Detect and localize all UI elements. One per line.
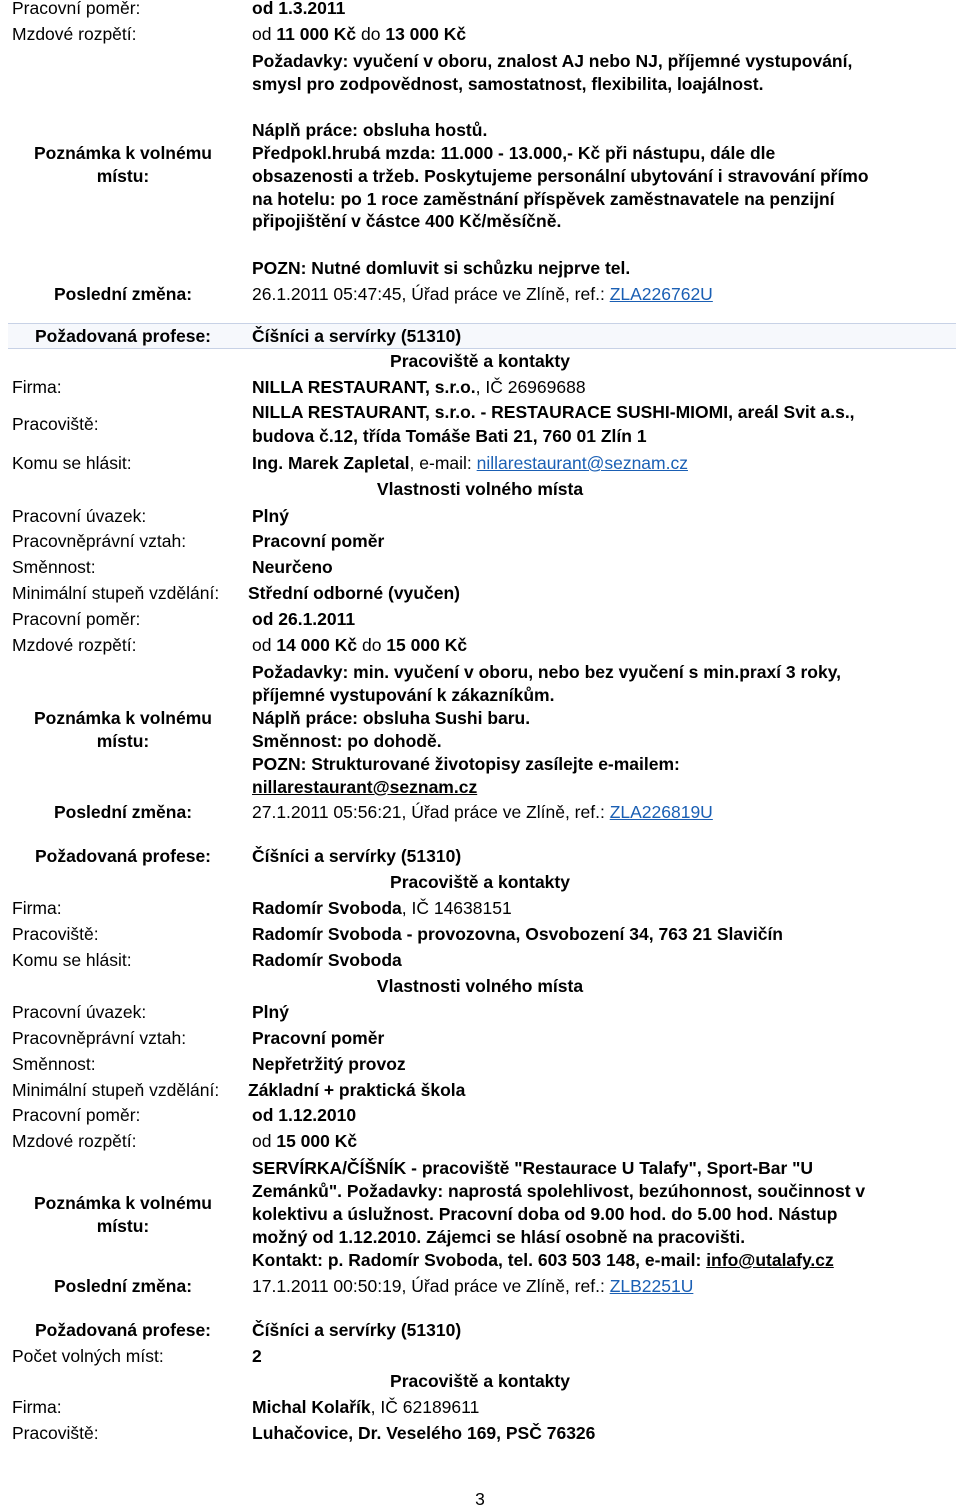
- salary-value: od 11 000 Kč do 13 000 Kč: [252, 24, 467, 44]
- workload-label: Pracovní úvazek:: [12, 1002, 147, 1022]
- company-label: Firma:: [12, 377, 62, 397]
- education-label: Minimální stupeň vzdělání:: [12, 583, 220, 603]
- work-relation-label: Pracovní poměr:: [12, 1105, 141, 1125]
- section-heading: Pracoviště a kontakty: [390, 1371, 570, 1391]
- section-heading: Pracoviště a kontakty: [390, 872, 570, 892]
- salary-label: Mzdové rozpětí:: [12, 1131, 137, 1151]
- relation-label: Pracovněprávní vztah:: [12, 531, 187, 551]
- relation-label: Pracovněprávní vztah:: [12, 1028, 187, 1048]
- note-line: Požadavky: min. vyučení v oboru, nebo bez vyučení s min.praxí 3 roky,: [252, 662, 842, 682]
- note-line: Náplň práce: obsluha hostů.: [252, 120, 488, 140]
- education-value: Střední odborné (vyučen): [248, 583, 460, 603]
- company-label: Firma:: [12, 1397, 62, 1417]
- salary-label: Mzdové rozpětí:: [12, 24, 137, 44]
- note-label: Poznámka k volnému: [34, 708, 212, 728]
- note-line: Požadavky: vyučení v oboru, znalost AJ nebo NJ, příjemné vystupování,: [252, 51, 853, 71]
- company-value: Radomír Svoboda, IČ 14638151: [252, 898, 512, 918]
- ref-link[interactable]: ZLA226762U: [609, 284, 713, 304]
- note-line: obsazenosti a tržeb. Poskytujeme personální ubytování i stravování přímo: [252, 166, 869, 186]
- company-value: NILLA RESTAURANT, s.r.o., IČ 26969688: [252, 377, 586, 397]
- note-line: POZN: Nutné domluvit si schůzku nejprve tel.: [252, 258, 631, 278]
- ref-link[interactable]: ZLA226819U: [609, 802, 713, 822]
- last-change-value: 17.1.2011 00:50:19, Úřad práce ve Zlíně, ref.: ZLB2251U: [252, 1276, 694, 1296]
- note-line: možný od 1.12.2010. Zájemci se hlásí osobně na pracovišti.: [252, 1227, 746, 1247]
- company-value: Michal Kolařík, IČ 62189611: [252, 1397, 480, 1417]
- contact-value: Ing. Marek Zapletal, e-mail: nillarestaurant@seznam.cz: [252, 453, 688, 473]
- workplace-value: Radomír Svoboda - provozovna, Osvobození 34, 763 21 Slavičín: [252, 924, 783, 944]
- note-label: místu:: [96, 1216, 150, 1236]
- note-line: POZN: Strukturované životopisy zasílejte e-mailem:: [252, 754, 680, 774]
- workload-label: Pracovní úvazek:: [12, 506, 147, 526]
- vacancies-label: Počet volných míst:: [12, 1346, 164, 1366]
- last-change-value: 26.1.2011 05:47:45, Úřad práce ve Zlíně, ref.: ZLA226762U: [252, 284, 713, 304]
- profession-value: Číšníci a servírky (51310): [252, 326, 462, 346]
- last-change-value: 27.1.2011 05:56:21, Úřad práce ve Zlíně, ref.: ZLA226819U: [252, 802, 713, 822]
- note-line: smysl pro zodpovědnost, samostatnost, flexibilita, loajálnost.: [252, 74, 764, 94]
- workplace-line: budova č.12, třída Tomáše Bati 21, 760 01 Zlín 1: [252, 426, 647, 446]
- note-line: na hotelu: po 1 roce zaměstnání příspěvek zaměstnavatele na penzijní: [252, 189, 835, 209]
- workplace-line: NILLA RESTAURANT, s.r.o. - RESTAURACE SUSHI-MIOMI, areál Svit a.s.,: [252, 402, 855, 422]
- note-line: Předpokl.hrubá mzda: 11.000 - 13.000,- Kč při nástupu, dále dle: [252, 143, 776, 163]
- work-relation-label: Pracovní poměr:: [12, 609, 141, 629]
- note-line: SERVÍRKA/ČÍŠNÍK - pracoviště "Restaurace U Talafy", Sport-Bar "U: [252, 1158, 814, 1178]
- salary-value: od 15 000 Kč: [252, 1131, 358, 1151]
- ref-link[interactable]: ZLB2251U: [609, 1276, 694, 1296]
- workplace-label: Pracoviště:: [12, 414, 99, 434]
- last-change-label: Poslední změna:: [53, 802, 193, 822]
- note-line: kolektivu a úslužnost. Pracovní doba od 9.00 hod. do 5.00 hod. Nástup: [252, 1204, 838, 1224]
- section-heading: Vlastnosti volného místa: [376, 976, 584, 996]
- note-label: místu:: [96, 166, 150, 186]
- note-line: Zemánků". Požadavky: naprostá spolehlivost, bezúhonnost, součinnost v: [252, 1181, 866, 1201]
- work-relation-label: Pracovní poměr:: [12, 0, 141, 18]
- note-label: Poznámka k volnému: [34, 143, 212, 163]
- note-contact: Kontakt: p. Radomír Svoboda, tel. 603 503 148, e-mail: info@utalafy.cz: [252, 1250, 834, 1270]
- note-label: Poznámka k volnému: [34, 1193, 212, 1213]
- note-line: Směnnost: po dohodě.: [252, 731, 442, 751]
- contact-email-link[interactable]: nillarestaurant@seznam.cz: [476, 453, 688, 473]
- company-label: Firma:: [12, 898, 62, 918]
- salary-label: Mzdové rozpětí:: [12, 635, 137, 655]
- workplace-label: Pracoviště:: [12, 924, 99, 944]
- contact-label: Komu se hlásit:: [12, 453, 132, 473]
- profession-label: Požadovaná profese:: [34, 326, 212, 346]
- note-email-text[interactable]: info@utalafy.cz: [706, 1250, 834, 1270]
- profession-value: Číšníci a servírky (51310): [252, 1320, 462, 1340]
- section-heading: Pracoviště a kontakty: [390, 351, 570, 371]
- workplace-label: Pracoviště:: [12, 1423, 99, 1443]
- note-label: místu:: [96, 731, 150, 751]
- contact-label: Komu se hlásit:: [12, 950, 132, 970]
- education-label: Minimální stupeň vzdělání:: [12, 1080, 220, 1100]
- shift-label: Směnnost:: [12, 1054, 96, 1074]
- vacancies-value: 2: [252, 1346, 262, 1366]
- contact-value: Radomír Svoboda: [252, 950, 402, 970]
- education-value: Základní + praktická škola: [248, 1080, 466, 1100]
- note-email-text[interactable]: nillarestaurant@seznam.cz: [252, 777, 478, 797]
- note-line: příjemné vystupování k zákazníkům.: [252, 685, 555, 705]
- shift-label: Směnnost:: [12, 557, 96, 577]
- note-email: [252, 776, 477, 798]
- workplace-value: Luhačovice, Dr. Veselého 169, PSČ 76326: [252, 1423, 596, 1443]
- note-line: Náplň práce: obsluha Sushi baru.: [252, 708, 531, 728]
- work-relation-value: od 1.3.2011: [252, 0, 346, 18]
- shift-value: Nepřetržitý provoz: [252, 1054, 406, 1074]
- profession-label: Požadovaná profese:: [34, 846, 212, 866]
- work-relation-value: od 1.12.2010: [252, 1105, 357, 1125]
- page-number: 3: [475, 1489, 485, 1509]
- workload-value: Plný: [252, 506, 289, 526]
- last-change-label: Poslední změna:: [53, 1276, 193, 1296]
- relation-value: Pracovní poměr: [252, 1028, 385, 1048]
- relation-value: Pracovní poměr: [252, 531, 385, 551]
- profession-label: Požadovaná profese:: [34, 1320, 212, 1340]
- profession-value: Číšníci a servírky (51310): [252, 846, 462, 866]
- note-line: připojištění v částce 400 Kč/měsíčně.: [252, 211, 562, 231]
- workload-value: Plný: [252, 1002, 289, 1022]
- last-change-label: Poslední změna:: [53, 284, 193, 304]
- work-relation-value: od 26.1.2011: [252, 609, 356, 629]
- shift-value: Neurčeno: [252, 557, 333, 577]
- salary-value: od 14 000 Kč do 15 000 Kč: [252, 635, 468, 655]
- section-heading: Vlastnosti volného místa: [376, 479, 584, 499]
